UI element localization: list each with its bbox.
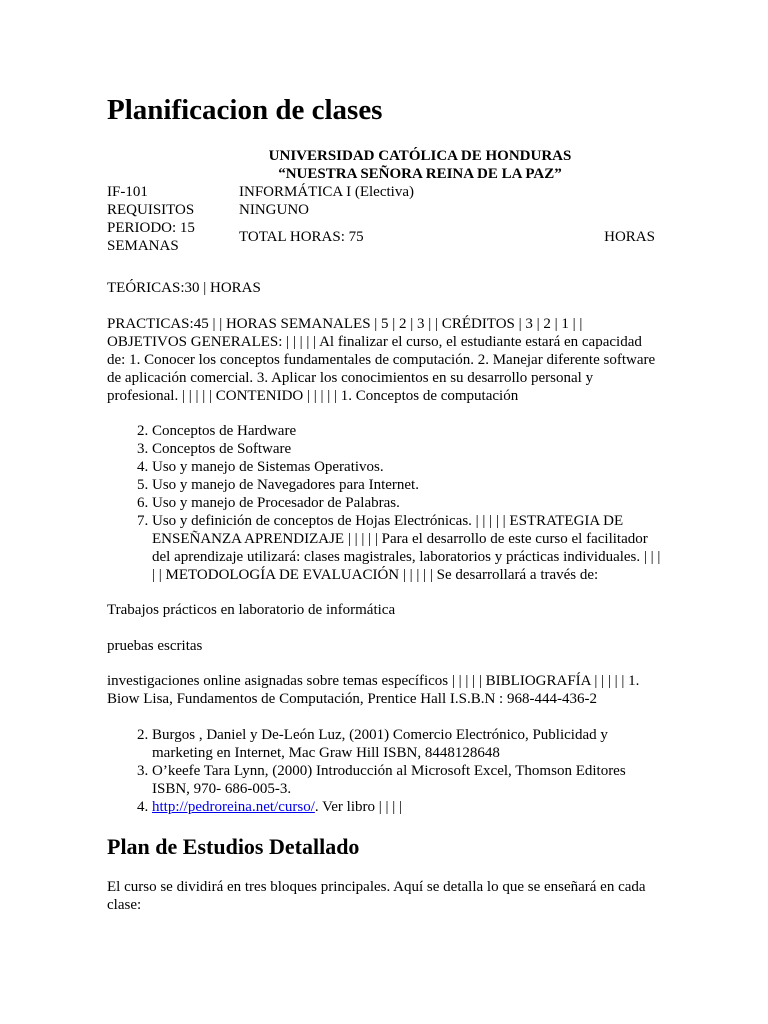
university-name: UNIVERSIDAD CATÓLICA DE HONDURAS [268, 148, 572, 164]
list-item: 6. Uso y manejo de Procesador de Palabras. [152, 494, 663, 512]
bibliografia-list [107, 726, 663, 816]
contenido-list-block [107, 422, 663, 584]
list-item: 5. Uso y manejo de Navegadores para Internet. [152, 476, 663, 494]
horas-label: HORAS [604, 229, 655, 245]
table-cell [558, 201, 657, 219]
table-row [105, 183, 657, 201]
list-item: 2. Conceptos de Hardware [152, 422, 663, 440]
total-horas: TOTAL HORAS: 75 [239, 229, 364, 245]
list-item [152, 798, 663, 816]
contenido-list [107, 422, 663, 584]
investigaciones-paragraph: investigaciones online asignadas sobre temas específicos | | | | | BIBLIOGRAFÍA | | | | | 1. Biow Lisa, Fundamentos de Computación, Prentice Hall I.S.B.N : 968-444-436-2 [107, 673, 640, 707]
table-row [105, 219, 657, 255]
list-item: 4. Uso y manejo de Sistemas Operativos. [152, 458, 663, 476]
plan-paragraph: El curso se dividirá en tres bloques principales. Aquí se detalla lo que se enseñará en cada clase: [107, 879, 646, 913]
course-code: IF-101 [107, 184, 148, 200]
list-item: 7. Uso y definición de conceptos de Hojas Electrónicas. | | | | | ESTRATEGIA DE ENSEÑANZA APRENDIZAJE | | | | | Para el desarrollo de este curso el facilitador del aprendizaje utilizará: clases magistrales, laboratorios y prácticas individuales. | | | | | METODOLOGÍA DE EVALUACIÓN | | | | | Se desarrollará a través de: [152, 512, 663, 584]
plan-heading: Plan de Estudios Detallado [107, 834, 360, 859]
curso-link[interactable]: http://pedroreina.net/curso/ [152, 799, 315, 815]
trabajos-paragraph: Trabajos prácticos en laboratorio de informática [107, 602, 396, 618]
requisitos-value: NINGUNO [239, 202, 309, 218]
pruebas-paragraph: pruebas escritas [107, 638, 203, 654]
page-title: Planificacion de clases [107, 94, 383, 126]
course-name: INFORMÁTICA I (Electiva) [239, 184, 414, 200]
link-suffix: . Ver libro | | | | [314, 799, 403, 815]
periodo-label: PERIODO: 15 SEMANAS [107, 220, 195, 254]
list-item: 3. Conceptos de Software [152, 440, 663, 458]
course-info-table [105, 183, 657, 255]
practicas-paragraph: PRACTICAS:45 | | HORAS SEMANALES | 5 | 2 | 3 | | CRÉDITOS | 3 | 2 | 1 | | OBJETIVOS GENERALES: | | | | | Al finalizar el curso, el estudiante estará en capacidad de: 1. Conocer los conceptos fundamentales de computación. 2. Manejar diferente software de aplicación comercial. 3. Aplicar los conocimientos en su desarrollo personal y profesional. | | | | | CONTENIDO | | | | | 1. Conceptos de computación [107, 316, 656, 404]
university-header [107, 147, 733, 183]
bibliografia-list-block [107, 726, 663, 816]
university-motto: “NUESTRA SEÑORA REINA DE LA PAZ” [278, 166, 562, 182]
list-item: 2. Burgos , Daniel y De-León Luz, (2001) Comercio Electrónico, Publicidad y marketing en Internet, Mac Graw Hill ISBN, 8448128648 [152, 726, 663, 762]
requisitos-label: REQUISITOS [107, 202, 195, 218]
list-item: 3. O’keefe Tara Lynn, (2000) Introducción al Microsoft Excel, Thomson Editores ISBN, 970- 686-005-3. [152, 762, 663, 798]
table-row [105, 201, 657, 219]
teoricas-paragraph: TEÓRICAS:30 | HORAS [107, 280, 261, 296]
table-cell [558, 183, 657, 201]
